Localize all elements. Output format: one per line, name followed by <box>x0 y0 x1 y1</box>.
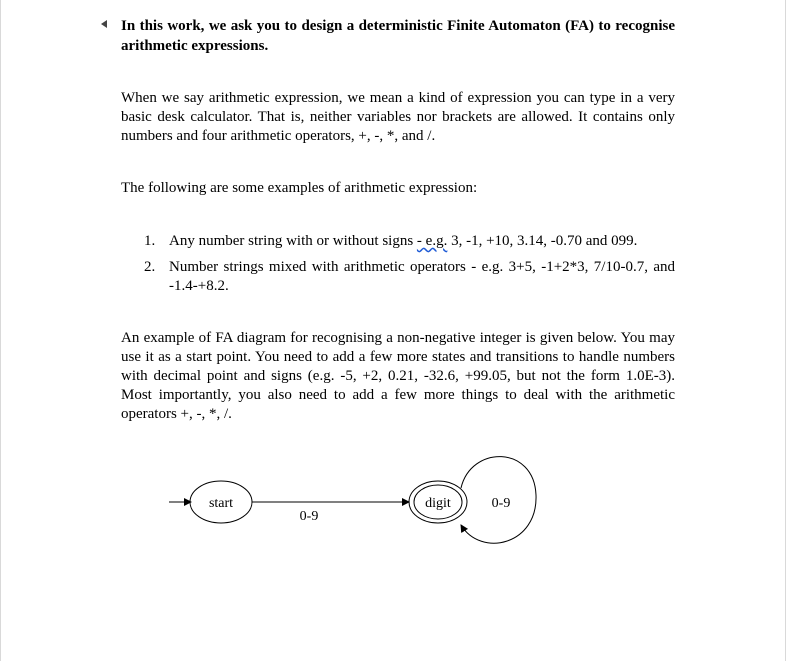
list-number: 2. <box>144 259 156 275</box>
collapse-heading-icon[interactable] <box>101 20 107 28</box>
start-state-label: start <box>208 496 234 511</box>
paragraph-definition: When we say arithmetic expression, we mean a kind of expression you can type in a very basic desk calculator. That is, neither variables nor brackets are allowed. It contains only numbers and four arithmetic operators, +, -, *, and /. <box>121 90 675 144</box>
self-loop-label: 0-9 <box>491 496 511 511</box>
accept-state-label: digit <box>425 496 451 511</box>
list-text-post: 3, -1, +10, 3.14, -0.70 and 099. <box>447 233 638 249</box>
list-text: Number strings mixed with arithmetic operators - e.g. 3+5, -1+2*3, 7/10-0.7, and -1.4-+8.2. <box>169 259 675 294</box>
transition-label: 0-9 <box>299 509 319 524</box>
list-number: 1. <box>144 233 156 249</box>
paragraph-fa-description: An example of FA diagram for recognising a non-negative integer is given below. You may use it as a start point. You need to add a few more states and transitions to handle numbers with decimal point and signs (e.g. -5, +2, 0.21, -32.6, +99.05, but not the form 1.0E-3). Most importantly, you also need to add a few more things to deal with the arithmetic operators +, -, *, /. <box>121 330 675 422</box>
list-text-pre: Any number string with or without signs <box>169 233 417 249</box>
paragraph-examples-intro: The following are some examples of arithmetic expression: <box>121 180 478 196</box>
grammar-flagged-text[interactable]: - e.g. <box>416 233 448 249</box>
list-text <box>169 232 675 251</box>
fa-diagram <box>161 450 561 560</box>
section-heading: In this work, we ask you to design a deterministic Finite Automaton (FA) to recognise arithmetic expressions. <box>121 18 675 54</box>
